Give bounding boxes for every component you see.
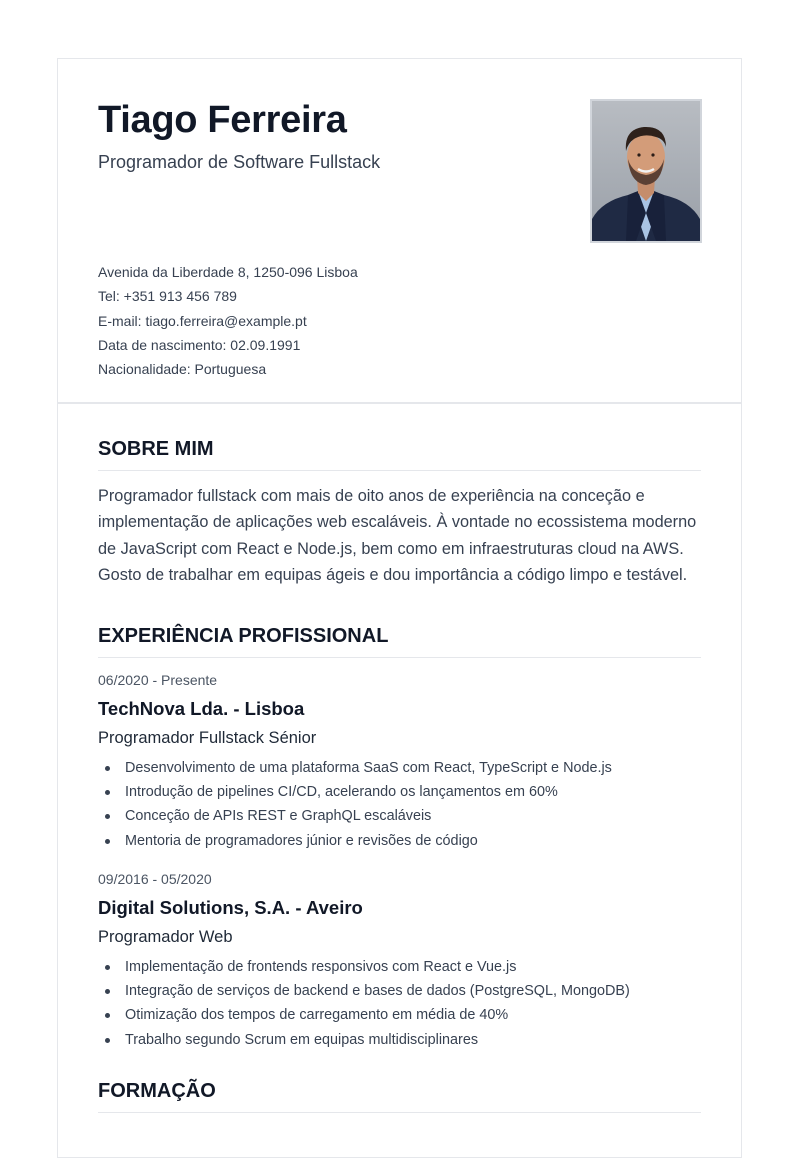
job-bullets [98,756,701,853]
job-company: Digital Solutions, S.A. - Aveiro [98,896,363,918]
job-period: 09/2016 - 05/2020 [98,870,212,887]
experience-section-title: EXPERIÊNCIA PROFISSIONAL [98,625,701,658]
job-entry [98,671,701,853]
job-bullet: Trabalho segundo Scrum em equipas multidisciplinares [98,1028,701,1052]
about-text: Programador fullstack com mais de oito anos de experiência na conceção e implementação de aplicações web escaláveis. À vontade no ecossistema moderno de JavaScript com React e Node.js, bem como em infraestruturas cloud na AWS. Gosto de trabalhar em equipas ágeis e dou importância a código limpo e testável. [98,487,697,585]
profile-photo [590,99,702,243]
job-bullets [98,955,701,1052]
about-section-title: SOBRE MIM [98,438,701,471]
job-company: TechNova Lda. - Lisboa [98,697,305,719]
candidate-role: Programador de Software Fullstack [98,152,381,172]
cv-page [57,58,742,1158]
portrait-image [592,101,700,241]
candidate-name: Tiago Ferreira [98,99,347,141]
education-section-title: FORMAÇÃO [98,1080,701,1113]
job-bullet: Mentoria de programadores júnior e revisões de código [98,829,701,853]
job-bullet: Introdução de pipelines CI/CD, acelerando os lançamentos em 60% [98,780,701,804]
cv-header [58,59,741,404]
address-text: Avenida da Liberdade 8, 1250-096 Lisboa [98,264,358,280]
job-bullet: Integração de serviços de backend e bases de dados (PostgreSQL, MongoDB) [98,979,701,1003]
job-bullet: Otimização dos tempos de carregamento em média de 40% [98,1003,701,1027]
job-position: Programador Web [98,927,233,946]
email-text: E-mail: tiago.ferreira@example.pt [98,312,307,329]
job-period: 06/2020 - Presente [98,671,218,688]
job-bullet: Implementação de frontends responsivos com React e Vue.js [98,955,701,979]
nationality-text: Nacionalidade: Portuguesa [98,361,267,378]
job-bullet: Desenvolvimento de uma plataforma SaaS com React, TypeScript e Node.js [98,756,701,780]
contact-info [98,260,358,381]
job-entry [98,870,701,1052]
job-position: Programador Fullstack Sénior [98,728,317,747]
cv-content [58,404,741,1113]
phone-text: Tel: +351 913 456 789 [98,288,237,305]
birthdate-text: Data de nascimento: 02.09.1991 [98,336,301,353]
job-bullet: Conceção de APIs REST e GraphQL escaláveis [98,804,701,828]
